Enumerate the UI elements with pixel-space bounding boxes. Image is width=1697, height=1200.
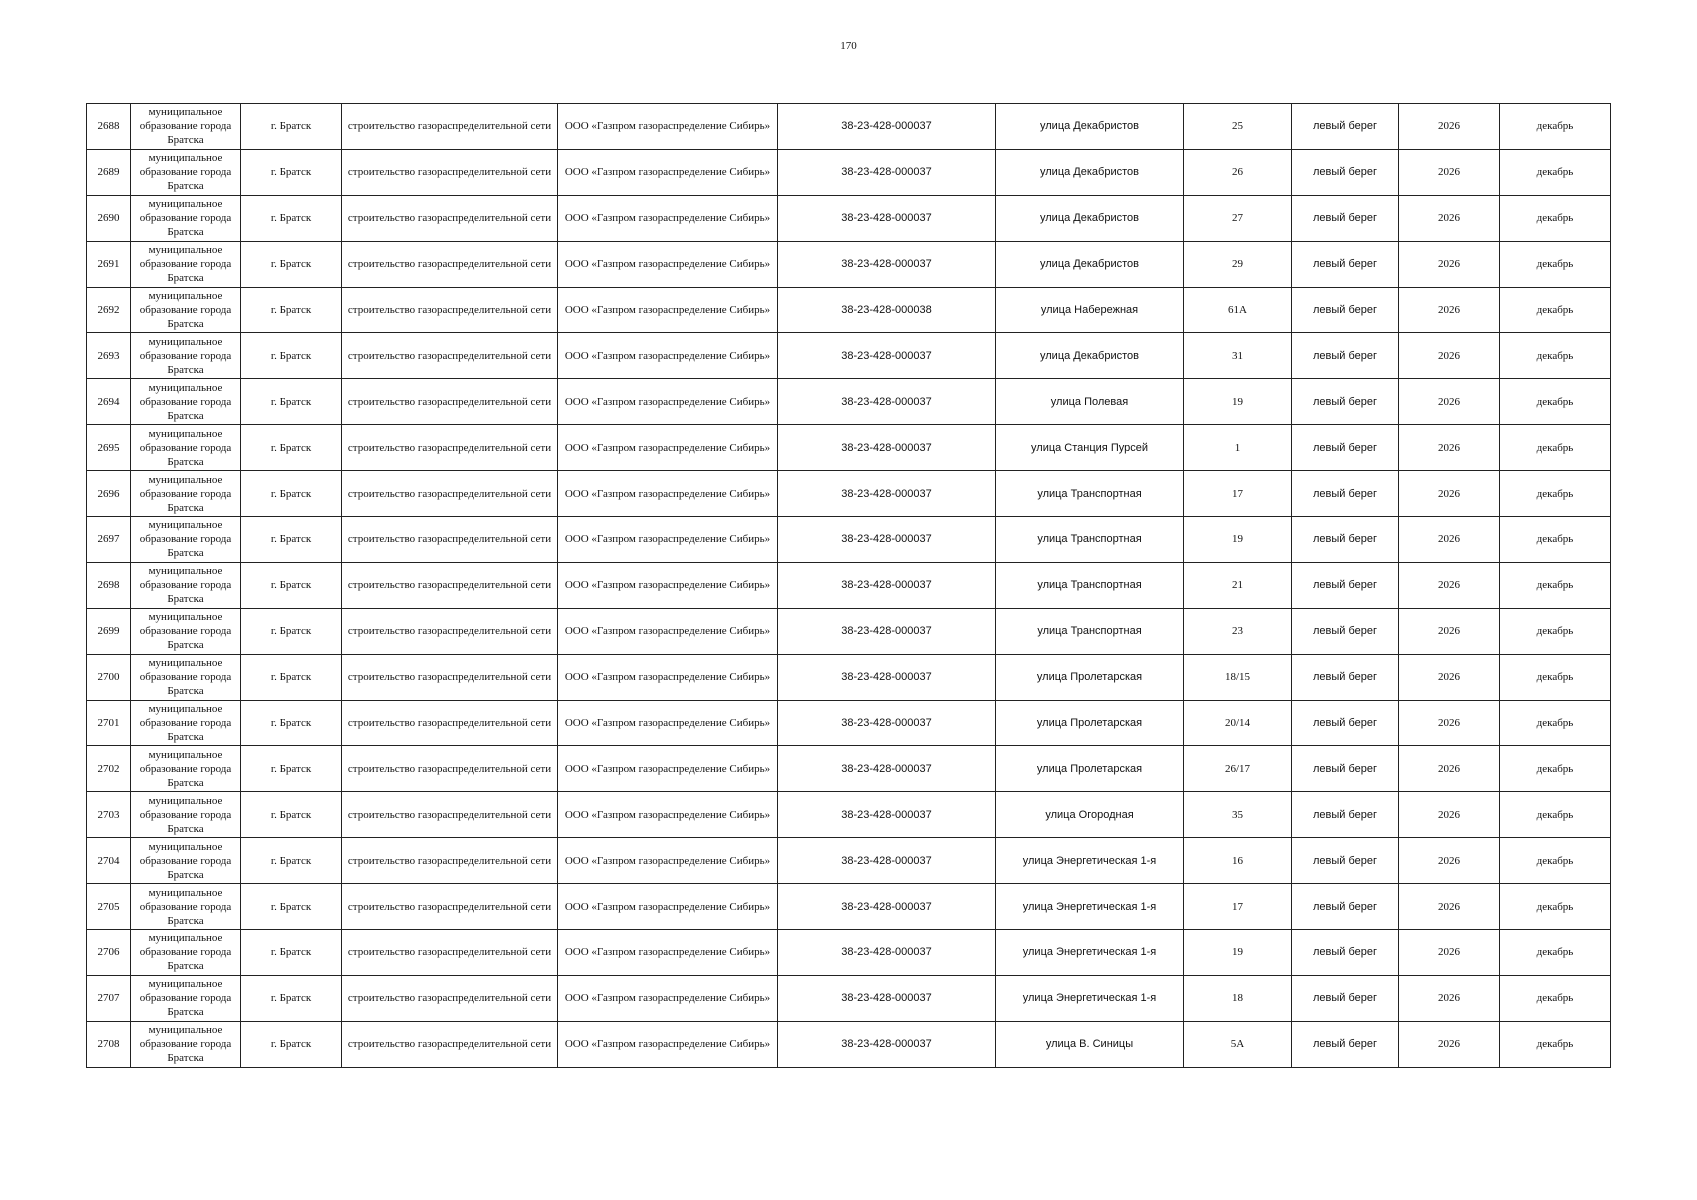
work-type-cell: строительство газораспределительной сети bbox=[342, 975, 558, 1021]
river-bank-cell: левый берег bbox=[1292, 471, 1399, 517]
cadastral-number-cell: 38-23-428-000038 bbox=[778, 287, 996, 333]
cadastral-number-cell: 38-23-428-000037 bbox=[778, 195, 996, 241]
river-bank-cell: левый берег bbox=[1292, 195, 1399, 241]
street-cell: улица Транспортная bbox=[996, 517, 1184, 563]
municipality-cell: муниципальное образование города Братска bbox=[131, 884, 241, 930]
work-type-cell: строительство газораспределительной сети bbox=[342, 792, 558, 838]
street-cell: улица Пролетарская bbox=[996, 746, 1184, 792]
river-bank-cell: левый берег bbox=[1292, 562, 1399, 608]
work-type-cell: строительство газораспределительной сети bbox=[342, 471, 558, 517]
organization-cell: ООО «Газпром газораспределение Сибирь» bbox=[558, 654, 778, 700]
river-bank-cell: левый берег bbox=[1292, 608, 1399, 654]
year-cell: 2026 bbox=[1399, 884, 1500, 930]
table-row bbox=[87, 241, 1611, 287]
table-row bbox=[87, 792, 1611, 838]
table-row bbox=[87, 700, 1611, 746]
cadastral-number-cell: 38-23-428-000037 bbox=[778, 517, 996, 563]
work-type-cell: строительство газораспределительной сети bbox=[342, 884, 558, 930]
river-bank-cell: левый берег bbox=[1292, 884, 1399, 930]
street-cell: улица В. Синицы bbox=[996, 1021, 1184, 1067]
river-bank-cell: левый берег bbox=[1292, 838, 1399, 884]
city-cell: г. Братск bbox=[241, 700, 342, 746]
organization-cell: ООО «Газпром газораспределение Сибирь» bbox=[558, 104, 778, 150]
row-number: 2706 bbox=[87, 930, 131, 976]
table-row bbox=[87, 838, 1611, 884]
city-cell: г. Братск bbox=[241, 608, 342, 654]
house-number-cell: 1 bbox=[1184, 425, 1292, 471]
table-row bbox=[87, 149, 1611, 195]
river-bank-cell: левый берег bbox=[1292, 104, 1399, 150]
house-number-cell: 18/15 bbox=[1184, 654, 1292, 700]
cadastral-number-cell: 38-23-428-000037 bbox=[778, 379, 996, 425]
work-type-cell: строительство газораспределительной сети bbox=[342, 746, 558, 792]
river-bank-cell: левый берег bbox=[1292, 654, 1399, 700]
row-number: 2690 bbox=[87, 195, 131, 241]
city-cell: г. Братск bbox=[241, 746, 342, 792]
municipality-cell: муниципальное образование города Братска bbox=[131, 792, 241, 838]
municipality-cell: муниципальное образование города Братска bbox=[131, 241, 241, 287]
municipality-cell: муниципальное образование города Братска bbox=[131, 608, 241, 654]
cadastral-number-cell: 38-23-428-000037 bbox=[778, 333, 996, 379]
month-cell: декабрь bbox=[1500, 975, 1611, 1021]
cadastral-number-cell: 38-23-428-000037 bbox=[778, 884, 996, 930]
month-cell: декабрь bbox=[1500, 838, 1611, 884]
city-cell: г. Братск bbox=[241, 838, 342, 884]
table-row bbox=[87, 1021, 1611, 1067]
organization-cell: ООО «Газпром газораспределение Сибирь» bbox=[558, 1021, 778, 1067]
work-type-cell: строительство газораспределительной сети bbox=[342, 517, 558, 563]
organization-cell: ООО «Газпром газораспределение Сибирь» bbox=[558, 930, 778, 976]
river-bank-cell: левый берег bbox=[1292, 746, 1399, 792]
city-cell: г. Братск bbox=[241, 195, 342, 241]
work-type-cell: строительство газораспределительной сети bbox=[342, 333, 558, 379]
table-row bbox=[87, 333, 1611, 379]
table-row bbox=[87, 471, 1611, 517]
month-cell: декабрь bbox=[1500, 425, 1611, 471]
organization-cell: ООО «Газпром газораспределение Сибирь» bbox=[558, 287, 778, 333]
cadastral-number-cell: 38-23-428-000037 bbox=[778, 104, 996, 150]
row-number: 2704 bbox=[87, 838, 131, 884]
year-cell: 2026 bbox=[1399, 746, 1500, 792]
table-row bbox=[87, 930, 1611, 976]
work-type-cell: строительство газораспределительной сети bbox=[342, 241, 558, 287]
organization-cell: ООО «Газпром газораспределение Сибирь» bbox=[558, 884, 778, 930]
row-number: 2698 bbox=[87, 562, 131, 608]
municipality-cell: муниципальное образование города Братска bbox=[131, 930, 241, 976]
row-number: 2703 bbox=[87, 792, 131, 838]
organization-cell: ООО «Газпром газораспределение Сибирь» bbox=[558, 608, 778, 654]
city-cell: г. Братск bbox=[241, 654, 342, 700]
city-cell: г. Братск bbox=[241, 379, 342, 425]
city-cell: г. Братск bbox=[241, 562, 342, 608]
street-cell: улица Полевая bbox=[996, 379, 1184, 425]
work-type-cell: строительство газораспределительной сети bbox=[342, 104, 558, 150]
month-cell: декабрь bbox=[1500, 884, 1611, 930]
year-cell: 2026 bbox=[1399, 241, 1500, 287]
year-cell: 2026 bbox=[1399, 425, 1500, 471]
gasification-table bbox=[86, 103, 1611, 1068]
municipality-cell: муниципальное образование города Братска bbox=[131, 700, 241, 746]
cadastral-number-cell: 38-23-428-000037 bbox=[778, 608, 996, 654]
cadastral-number-cell: 38-23-428-000037 bbox=[778, 654, 996, 700]
river-bank-cell: левый берег bbox=[1292, 333, 1399, 379]
work-type-cell: строительство газораспределительной сети bbox=[342, 379, 558, 425]
street-cell: улица Энергетическая 1-я bbox=[996, 884, 1184, 930]
municipality-cell: муниципальное образование города Братска bbox=[131, 654, 241, 700]
table-row bbox=[87, 746, 1611, 792]
house-number-cell: 18 bbox=[1184, 975, 1292, 1021]
year-cell: 2026 bbox=[1399, 379, 1500, 425]
river-bank-cell: левый берег bbox=[1292, 425, 1399, 471]
city-cell: г. Братск bbox=[241, 287, 342, 333]
municipality-cell: муниципальное образование города Братска bbox=[131, 746, 241, 792]
organization-cell: ООО «Газпром газораспределение Сибирь» bbox=[558, 379, 778, 425]
cadastral-number-cell: 38-23-428-000037 bbox=[778, 700, 996, 746]
street-cell: улица Декабристов bbox=[996, 149, 1184, 195]
work-type-cell: строительство газораспределительной сети bbox=[342, 149, 558, 195]
year-cell: 2026 bbox=[1399, 287, 1500, 333]
cadastral-number-cell: 38-23-428-000037 bbox=[778, 241, 996, 287]
work-type-cell: строительство газораспределительной сети bbox=[342, 425, 558, 471]
city-cell: г. Братск bbox=[241, 930, 342, 976]
month-cell: декабрь bbox=[1500, 333, 1611, 379]
city-cell: г. Братск bbox=[241, 104, 342, 150]
river-bank-cell: левый берег bbox=[1292, 241, 1399, 287]
year-cell: 2026 bbox=[1399, 149, 1500, 195]
month-cell: декабрь bbox=[1500, 1021, 1611, 1067]
city-cell: г. Братск bbox=[241, 517, 342, 563]
row-number: 2699 bbox=[87, 608, 131, 654]
house-number-cell: 29 bbox=[1184, 241, 1292, 287]
organization-cell: ООО «Газпром газораспределение Сибирь» bbox=[558, 149, 778, 195]
street-cell: улица Транспортная bbox=[996, 562, 1184, 608]
house-number-cell: 16 bbox=[1184, 838, 1292, 884]
year-cell: 2026 bbox=[1399, 195, 1500, 241]
organization-cell: ООО «Газпром газораспределение Сибирь» bbox=[558, 425, 778, 471]
river-bank-cell: левый берег bbox=[1292, 930, 1399, 976]
river-bank-cell: левый берег bbox=[1292, 287, 1399, 333]
organization-cell: ООО «Газпром газораспределение Сибирь» bbox=[558, 746, 778, 792]
house-number-cell: 19 bbox=[1184, 517, 1292, 563]
river-bank-cell: левый берег bbox=[1292, 1021, 1399, 1067]
cadastral-number-cell: 38-23-428-000037 bbox=[778, 1021, 996, 1067]
street-cell: улица Энергетическая 1-я bbox=[996, 930, 1184, 976]
municipality-cell: муниципальное образование города Братска bbox=[131, 1021, 241, 1067]
municipality-cell: муниципальное образование города Братска bbox=[131, 838, 241, 884]
organization-cell: ООО «Газпром газораспределение Сибирь» bbox=[558, 792, 778, 838]
street-cell: улица Декабристов bbox=[996, 333, 1184, 379]
house-number-cell: 19 bbox=[1184, 930, 1292, 976]
municipality-cell: муниципальное образование города Братска bbox=[131, 975, 241, 1021]
month-cell: декабрь bbox=[1500, 379, 1611, 425]
row-number: 2696 bbox=[87, 471, 131, 517]
table-body bbox=[87, 104, 1611, 1068]
year-cell: 2026 bbox=[1399, 333, 1500, 379]
municipality-cell: муниципальное образование города Братска bbox=[131, 379, 241, 425]
river-bank-cell: левый берег bbox=[1292, 379, 1399, 425]
house-number-cell: 27 bbox=[1184, 195, 1292, 241]
table-row bbox=[87, 562, 1611, 608]
city-cell: г. Братск bbox=[241, 792, 342, 838]
month-cell: декабрь bbox=[1500, 195, 1611, 241]
row-number: 2701 bbox=[87, 700, 131, 746]
house-number-cell: 26 bbox=[1184, 149, 1292, 195]
street-cell: улица Энергетическая 1-я bbox=[996, 838, 1184, 884]
city-cell: г. Братск bbox=[241, 149, 342, 195]
river-bank-cell: левый берег bbox=[1292, 975, 1399, 1021]
row-number: 2689 bbox=[87, 149, 131, 195]
work-type-cell: строительство газораспределительной сети bbox=[342, 930, 558, 976]
municipality-cell: муниципальное образование города Братска bbox=[131, 425, 241, 471]
month-cell: декабрь bbox=[1500, 700, 1611, 746]
month-cell: декабрь bbox=[1500, 287, 1611, 333]
street-cell: улица Декабристов bbox=[996, 104, 1184, 150]
cadastral-number-cell: 38-23-428-000037 bbox=[778, 149, 996, 195]
organization-cell: ООО «Газпром газораспределение Сибирь» bbox=[558, 700, 778, 746]
house-number-cell: 31 bbox=[1184, 333, 1292, 379]
city-cell: г. Братск bbox=[241, 1021, 342, 1067]
house-number-cell: 20/14 bbox=[1184, 700, 1292, 746]
row-number: 2692 bbox=[87, 287, 131, 333]
table-row bbox=[87, 884, 1611, 930]
street-cell: улица Энергетическая 1-я bbox=[996, 975, 1184, 1021]
river-bank-cell: левый берег bbox=[1292, 700, 1399, 746]
municipality-cell: муниципальное образование города Братска bbox=[131, 195, 241, 241]
table-row bbox=[87, 287, 1611, 333]
house-number-cell: 35 bbox=[1184, 792, 1292, 838]
house-number-cell: 25 bbox=[1184, 104, 1292, 150]
year-cell: 2026 bbox=[1399, 608, 1500, 654]
month-cell: декабрь bbox=[1500, 654, 1611, 700]
city-cell: г. Братск bbox=[241, 471, 342, 517]
table-row bbox=[87, 975, 1611, 1021]
municipality-cell: муниципальное образование города Братска bbox=[131, 517, 241, 563]
city-cell: г. Братск bbox=[241, 975, 342, 1021]
row-number: 2688 bbox=[87, 104, 131, 150]
cadastral-number-cell: 38-23-428-000037 bbox=[778, 792, 996, 838]
organization-cell: ООО «Газпром газораспределение Сибирь» bbox=[558, 975, 778, 1021]
year-cell: 2026 bbox=[1399, 792, 1500, 838]
year-cell: 2026 bbox=[1399, 654, 1500, 700]
table-row bbox=[87, 104, 1611, 150]
year-cell: 2026 bbox=[1399, 838, 1500, 884]
street-cell: улица Декабристов bbox=[996, 195, 1184, 241]
city-cell: г. Братск bbox=[241, 333, 342, 379]
year-cell: 2026 bbox=[1399, 104, 1500, 150]
year-cell: 2026 bbox=[1399, 930, 1500, 976]
work-type-cell: строительство газораспределительной сети bbox=[342, 838, 558, 884]
year-cell: 2026 bbox=[1399, 471, 1500, 517]
municipality-cell: муниципальное образование города Братска bbox=[131, 149, 241, 195]
page-number: 170 bbox=[840, 40, 857, 52]
work-type-cell: строительство газораспределительной сети bbox=[342, 287, 558, 333]
row-number: 2697 bbox=[87, 517, 131, 563]
month-cell: декабрь bbox=[1500, 149, 1611, 195]
month-cell: декабрь bbox=[1500, 608, 1611, 654]
row-number: 2702 bbox=[87, 746, 131, 792]
month-cell: декабрь bbox=[1500, 104, 1611, 150]
organization-cell: ООО «Газпром газораспределение Сибирь» bbox=[558, 562, 778, 608]
street-cell: улица Транспортная bbox=[996, 608, 1184, 654]
month-cell: декабрь bbox=[1500, 241, 1611, 287]
municipality-cell: муниципальное образование города Братска bbox=[131, 104, 241, 150]
municipality-cell: муниципальное образование города Братска bbox=[131, 471, 241, 517]
row-number: 2693 bbox=[87, 333, 131, 379]
municipality-cell: муниципальное образование города Братска bbox=[131, 562, 241, 608]
organization-cell: ООО «Газпром газораспределение Сибирь» bbox=[558, 517, 778, 563]
street-cell: улица Пролетарская bbox=[996, 654, 1184, 700]
work-type-cell: строительство газораспределительной сети bbox=[342, 608, 558, 654]
cadastral-number-cell: 38-23-428-000037 bbox=[778, 930, 996, 976]
river-bank-cell: левый берег bbox=[1292, 149, 1399, 195]
house-number-cell: 19 bbox=[1184, 379, 1292, 425]
street-cell: улица Декабристов bbox=[996, 241, 1184, 287]
organization-cell: ООО «Газпром газораспределение Сибирь» bbox=[558, 471, 778, 517]
street-cell: улица Станция Пурсей bbox=[996, 425, 1184, 471]
house-number-cell: 17 bbox=[1184, 471, 1292, 517]
cadastral-number-cell: 38-23-428-000037 bbox=[778, 975, 996, 1021]
month-cell: декабрь bbox=[1500, 746, 1611, 792]
cadastral-number-cell: 38-23-428-000037 bbox=[778, 471, 996, 517]
work-type-cell: строительство газораспределительной сети bbox=[342, 195, 558, 241]
cadastral-number-cell: 38-23-428-000037 bbox=[778, 746, 996, 792]
cadastral-number-cell: 38-23-428-000037 bbox=[778, 838, 996, 884]
cadastral-number-cell: 38-23-428-000037 bbox=[778, 425, 996, 471]
work-type-cell: строительство газораспределительной сети bbox=[342, 1021, 558, 1067]
street-cell: улица Пролетарская bbox=[996, 700, 1184, 746]
table-row bbox=[87, 195, 1611, 241]
row-number: 2708 bbox=[87, 1021, 131, 1067]
row-number: 2700 bbox=[87, 654, 131, 700]
organization-cell: ООО «Газпром газораспределение Сибирь» bbox=[558, 241, 778, 287]
house-number-cell: 26/17 bbox=[1184, 746, 1292, 792]
year-cell: 2026 bbox=[1399, 700, 1500, 746]
house-number-cell: 61А bbox=[1184, 287, 1292, 333]
table-row bbox=[87, 379, 1611, 425]
row-number: 2694 bbox=[87, 379, 131, 425]
organization-cell: ООО «Газпром газораспределение Сибирь» bbox=[558, 333, 778, 379]
cadastral-number-cell: 38-23-428-000037 bbox=[778, 562, 996, 608]
city-cell: г. Братск bbox=[241, 884, 342, 930]
month-cell: декабрь bbox=[1500, 792, 1611, 838]
row-number: 2691 bbox=[87, 241, 131, 287]
table-row bbox=[87, 517, 1611, 563]
work-type-cell: строительство газораспределительной сети bbox=[342, 700, 558, 746]
month-cell: декабрь bbox=[1500, 517, 1611, 563]
street-cell: улица Набережная bbox=[996, 287, 1184, 333]
organization-cell: ООО «Газпром газораспределение Сибирь» bbox=[558, 195, 778, 241]
river-bank-cell: левый берег bbox=[1292, 517, 1399, 563]
table-row bbox=[87, 608, 1611, 654]
work-type-cell: строительство газораспределительной сети bbox=[342, 654, 558, 700]
house-number-cell: 17 bbox=[1184, 884, 1292, 930]
house-number-cell: 23 bbox=[1184, 608, 1292, 654]
work-type-cell: строительство газораспределительной сети bbox=[342, 562, 558, 608]
year-cell: 2026 bbox=[1399, 1021, 1500, 1067]
table-row bbox=[87, 654, 1611, 700]
city-cell: г. Братск bbox=[241, 241, 342, 287]
municipality-cell: муниципальное образование города Братска bbox=[131, 333, 241, 379]
house-number-cell: 5А bbox=[1184, 1021, 1292, 1067]
month-cell: декабрь bbox=[1500, 562, 1611, 608]
river-bank-cell: левый берег bbox=[1292, 792, 1399, 838]
row-number: 2707 bbox=[87, 975, 131, 1021]
year-cell: 2026 bbox=[1399, 562, 1500, 608]
organization-cell: ООО «Газпром газораспределение Сибирь» bbox=[558, 838, 778, 884]
municipality-cell: муниципальное образование города Братска bbox=[131, 287, 241, 333]
year-cell: 2026 bbox=[1399, 975, 1500, 1021]
row-number: 2695 bbox=[87, 425, 131, 471]
row-number: 2705 bbox=[87, 884, 131, 930]
month-cell: декабрь bbox=[1500, 930, 1611, 976]
house-number-cell: 21 bbox=[1184, 562, 1292, 608]
city-cell: г. Братск bbox=[241, 425, 342, 471]
street-cell: улица Огородная bbox=[996, 792, 1184, 838]
table-row bbox=[87, 425, 1611, 471]
street-cell: улица Транспортная bbox=[996, 471, 1184, 517]
month-cell: декабрь bbox=[1500, 471, 1611, 517]
year-cell: 2026 bbox=[1399, 517, 1500, 563]
